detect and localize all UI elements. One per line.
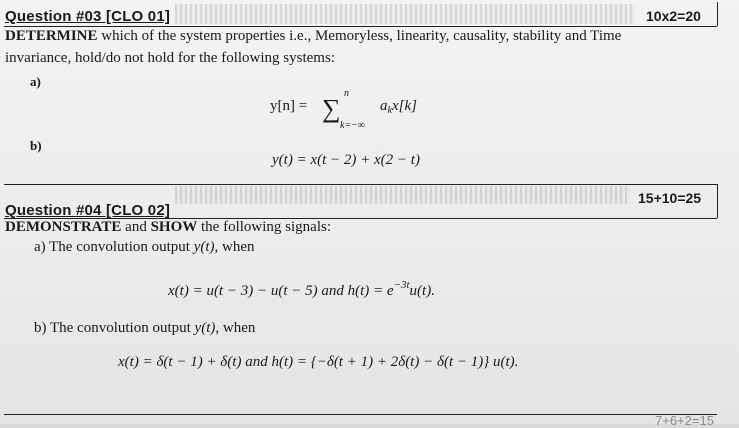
q4-verb1: DEMONSTRATE bbox=[5, 219, 122, 235]
q3-part-a-label: a) bbox=[30, 74, 41, 89]
q3-eq-a-lhs: y[n] = bbox=[270, 98, 308, 114]
q3-right-rule bbox=[717, 2, 718, 26]
q3-part-b-label: b) bbox=[30, 138, 42, 153]
q4-line1-text: the following signals: bbox=[197, 219, 332, 235]
q3-eq-a-lower-limit: k=−∞ bbox=[340, 120, 366, 131]
q3-header-shade bbox=[175, 4, 635, 24]
q4-instruction-line1 bbox=[5, 219, 331, 236]
q4-top-rule bbox=[4, 184, 717, 185]
q4-part-a-end: , when bbox=[214, 239, 255, 255]
q3-line1-text: which of the system properties i.e., Memoryless, linearity, causality, stability and Time bbox=[97, 28, 622, 44]
summation-symbol: ∑ bbox=[322, 94, 341, 123]
q4-line1-and: and bbox=[121, 219, 151, 235]
q4-label: Question #04 [CLO 02] bbox=[5, 202, 171, 219]
q3-instruction-line2: invariance, hold/do not hold for the following systems: bbox=[5, 50, 335, 66]
q4-eq-a-end: u(t). bbox=[409, 283, 435, 299]
q3-equation-a bbox=[270, 98, 307, 115]
q3-top-rule bbox=[4, 26, 717, 27]
q4-part-a-math: y(t) bbox=[193, 239, 215, 255]
q4-eq-a-main: x(t) = u(t − 3) − u(t − 5) and h(t) = e bbox=[168, 283, 394, 299]
q4-part-b bbox=[34, 320, 255, 337]
q4-equation-a bbox=[168, 279, 435, 300]
q3-equation-b: y(t) = x(t − 2) + x(2 − t) bbox=[272, 152, 420, 168]
q3-verb: DETERMINE bbox=[5, 28, 98, 44]
q4-marks: 15+10=25 bbox=[638, 190, 702, 206]
q4-part-b-math: y(t) bbox=[194, 320, 216, 336]
q3-eq-a-signal: x[k] bbox=[391, 98, 417, 114]
q4-equation-b: x(t) = δ(t − 1) + δ(t) and h(t) = {−δ(t + 1) + 2δ(t) − δ(t − 1)} u(t). bbox=[118, 354, 519, 370]
q4-part-b-end: , when bbox=[215, 320, 256, 336]
q4-header-shade bbox=[175, 186, 630, 204]
footer-fragment: 7+6+2=15 bbox=[655, 413, 714, 428]
q3-eq-a-coef: a bbox=[380, 98, 388, 114]
q4-eq-a-exponent: −3t bbox=[393, 279, 410, 291]
q3-marks: 10x2=20 bbox=[646, 8, 701, 24]
q4-verb2: SHOW bbox=[150, 219, 198, 235]
q3-label: Question #03 [CLO 01] bbox=[5, 8, 171, 25]
q4-part-b-text: b) The convolution output bbox=[34, 320, 195, 336]
q3-eq-a-upper-limit: n bbox=[344, 88, 349, 99]
q4-bottom-rule bbox=[4, 414, 717, 415]
q4-part-a-text: a) The convolution output bbox=[34, 239, 194, 255]
q3-eq-a-subscript: k bbox=[387, 105, 392, 116]
q4-part-a bbox=[34, 239, 255, 256]
q3-eq-a-term bbox=[380, 98, 417, 116]
q4-right-rule bbox=[717, 184, 718, 218]
q3-instruction-line1 bbox=[5, 28, 621, 45]
